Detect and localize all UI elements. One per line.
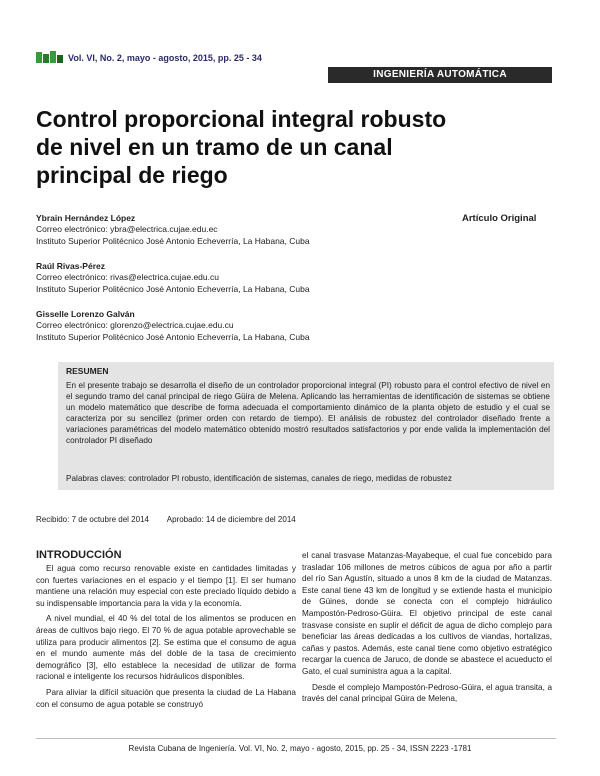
author-name: Ybrain Hernández López: [36, 213, 136, 223]
title-line: Control proporcional integral robusto: [36, 106, 447, 132]
journal-reference: Vol. VI, No. 2, mayo - agosto, 2015, pp. 25 - 34: [68, 53, 262, 63]
author-email: Correo electrónico: rivas@electrica.cujae.edu.cu: [36, 272, 219, 282]
article-dates: [36, 515, 312, 524]
abstract-heading: RESUMEN: [66, 366, 109, 376]
journal-logo-icon: [36, 50, 64, 64]
article-title: [36, 105, 556, 189]
keywords: Palabras claves: controlador PI robusto, identificación de sistemas, canales de riego, medidas de robustez: [66, 474, 452, 483]
body-paragraph: El agua como recurso renovable existe en cantidades limitadas y con fuertes variaciones en el espacio y el tiempo [1]. El ser humano mantiene una relación muy especial con este preciado líquido debido a su indispensable importancia para la vida y la economía.: [36, 564, 296, 608]
author-name: Gisselle Lorenzo Galván: [36, 309, 135, 319]
author-email: Correo electrónico: glorenzo@electrica.cujae.edu.cu: [36, 320, 234, 330]
right-column: [302, 550, 552, 709]
title-line: de nivel en un tramo de un canal: [36, 134, 393, 160]
body-paragraph: el canal trasvase Matanzas-Mayabeque, el cual fue concebido para trasladar 106 millones de metros cúbicos de agua por año a partir del río San Agustín, situado a unos 8 km de la ciudad de Matanzas. Este canal tiene 43 km de longitud y se extiende hasta el municipio de Güines, donde se conecta con el complejo hidráulico Mampostón-Pedroso-Güira. El objetivo principal de este canal trasvase consiste en suplir el déficit de agua de dicho complejo para beneficiar las áreas dedicadas a los cultivos de viandas, hortalizas, cañas y pastos. Además, este canal tiene como objetivo estratégico recargar la cuenca de Jaruco, de donde se abastece el acueducto el Gato, el cual suministra agua a la capital.: [302, 551, 552, 676]
section-banner: INGENIERÍA AUTOMÁTICA: [328, 67, 552, 83]
author-block: [36, 213, 310, 247]
article-type: Artículo Original: [462, 213, 537, 224]
left-column: [36, 563, 296, 714]
title-line: principal de riego: [36, 162, 228, 188]
author-affiliation: Instituto Superior Politécnico José Antonio Echeverría, La Habana, Cuba: [36, 236, 310, 246]
body-paragraph: Para aliviar la difícil situación que presenta la ciudad de La Habana con el consumo de agua potable se construyó: [36, 687, 296, 709]
abstract-text: En el presente trabajo se desarrolla el diseño de un controlador proporcional integral (PI) robusto para el control efectivo de nivel en el segundo tramo del canal principal de riego Güira de Melena. Aplicando las herramientas de identificación de sistemas se obtiene un modelo matemático que describe de forma adecuada el comportamiento dinámico de la planta objeto de estudio y el cual se caracteriza por su sencillez (primer orden con retardo de tiempo). El análisis de robustez del controlador diseñado frente a variaciones paramétricas del modelo matemático obtenido mostró resultados satisfactorios y por ende valida la implementación del controlador PI diseñado: [66, 381, 550, 445]
footer-divider: [36, 738, 556, 739]
body-paragraph: A nivel mundial, el 40 % del total de los alimentos se producen en áreas de cultivos bajo riego. El 70 % de agua potable aprovechable se utiliza para producir alimentos [2]. Se estima que el consumo de agua en el mundo aumente más del doble de la tasa de crecimiento demográfico [3], ello establece la necesidad de utilizar de forma racional e inteligente los recursos hidráulicos disponibles.: [36, 614, 296, 682]
body-paragraph: Desde el complejo Mampostón-Pedroso-Güira, el agua transita, a través del canal principal Güira de Melena,: [302, 682, 552, 704]
approved-date: Aprobado: 14 de diciembre del 2014: [166, 515, 296, 524]
author-block: [36, 261, 310, 295]
author-name: Raúl Rivas-Pérez: [36, 261, 105, 271]
author-affiliation: Instituto Superior Politécnico José Antonio Echeverría, La Habana, Cuba: [36, 332, 310, 342]
page-footer: Revista Cubana de Ingeniería. Vol. VI, No. 2, mayo - agosto, 2015, pp. 25 - 34, ISSN 2223 -1781: [128, 744, 472, 753]
received-date: Recibido: 7 de octubre del 2014: [36, 515, 149, 524]
author-block: [36, 309, 310, 343]
author-email: Correo electrónico: ybra@electrica.cujae.edu.ec: [36, 224, 218, 234]
author-affiliation: Instituto Superior Politécnico José Antonio Echeverría, La Habana, Cuba: [36, 284, 310, 294]
introduction-heading: INTRODUCCIÓN: [36, 549, 122, 561]
